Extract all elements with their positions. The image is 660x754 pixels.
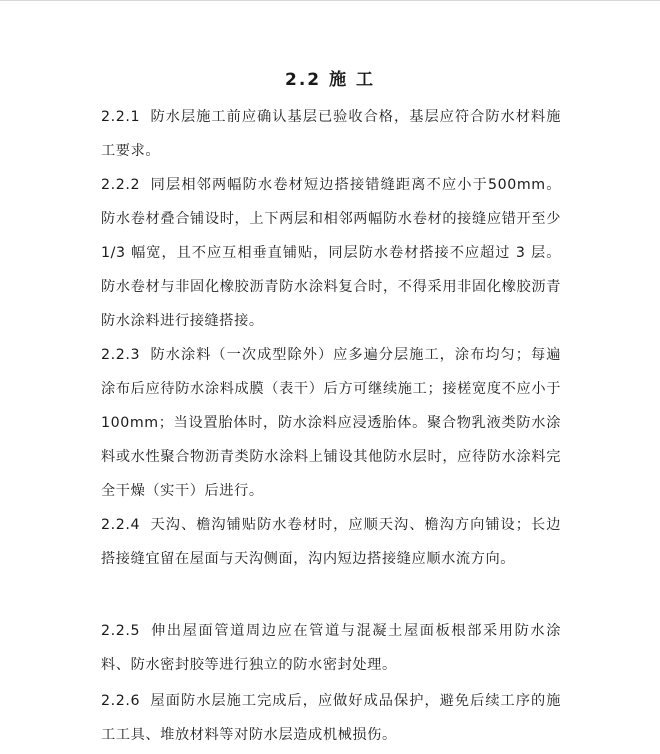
clause-text: 伸出屋面管道周边应在管道与混凝土屋面板根部采用防水涂料、防水密封胶等进行独立的防水密封处理。 — [101, 623, 561, 673]
clause-text: 同层相邻两幅防水卷材短边搭接错缝距离不应小于500mm。防水卷材叠合铺设时，上下两层和相邻两幅防水卷材的接缝应错开至少 1/3 幅宽，且不应互相垂直铺贴，同层防水卷材搭接不应超过 3 层。防水卷材与非固化橡胶沥青防水涂料复合时，不得采用非固化橡胶沥青防水涂料进行接缝搭接。 — [101, 177, 561, 329]
clause-number: 2.2.3 — [101, 347, 141, 363]
clause-2-2-1 — [101, 100, 561, 168]
clause-number: 2.2.1 — [101, 109, 141, 125]
clause-number: 2.2.6 — [101, 693, 141, 709]
section-number: 2.2 — [285, 70, 322, 90]
clause-number: 2.2.5 — [101, 623, 141, 639]
clause-text: 防水层施工前应确认基层已验收合格，基层应符合防水材料施工要求。 — [101, 109, 561, 159]
section-heading — [0, 66, 660, 94]
clause-number: 2.2.2 — [101, 177, 141, 193]
section-title: 施 工 — [329, 70, 375, 90]
clause-text: 天沟、檐沟铺贴防水卷材时，应顺天沟、檐沟方向铺设；长边搭接缝宜留在屋面与天沟侧面，沟内短边搭接缝应顺水流方向。 — [101, 517, 561, 567]
clause-text: 屋面防水层施工完成后，应做好成品保护，避免后续工序的施工工具、堆放材料等对防水层造成机械损伤。 — [101, 693, 561, 743]
clause-2-2-5 — [101, 614, 561, 682]
top-divider — [0, 0, 660, 1]
clause-2-2-3 — [101, 338, 561, 508]
clause-2-2-4 — [101, 508, 561, 576]
clause-2-2-6 — [101, 684, 561, 752]
clause-text: 防水涂料（一次成型除外）应多遍分层施工，涂布均匀；每遍涂布后应待防水涂料成膜（表干）后方可继续施工；接槎宽度不应小于 100mm；当设置胎体时，防水涂料应浸透胎体。聚合物乳液类防水涂料或水性聚合物沥青类防水涂料上铺设其他防水层时，应待防水涂料完全干燥（实干）后进行。 — [101, 347, 561, 499]
clause-number: 2.2.4 — [101, 517, 141, 533]
clause-2-2-2 — [101, 168, 561, 338]
